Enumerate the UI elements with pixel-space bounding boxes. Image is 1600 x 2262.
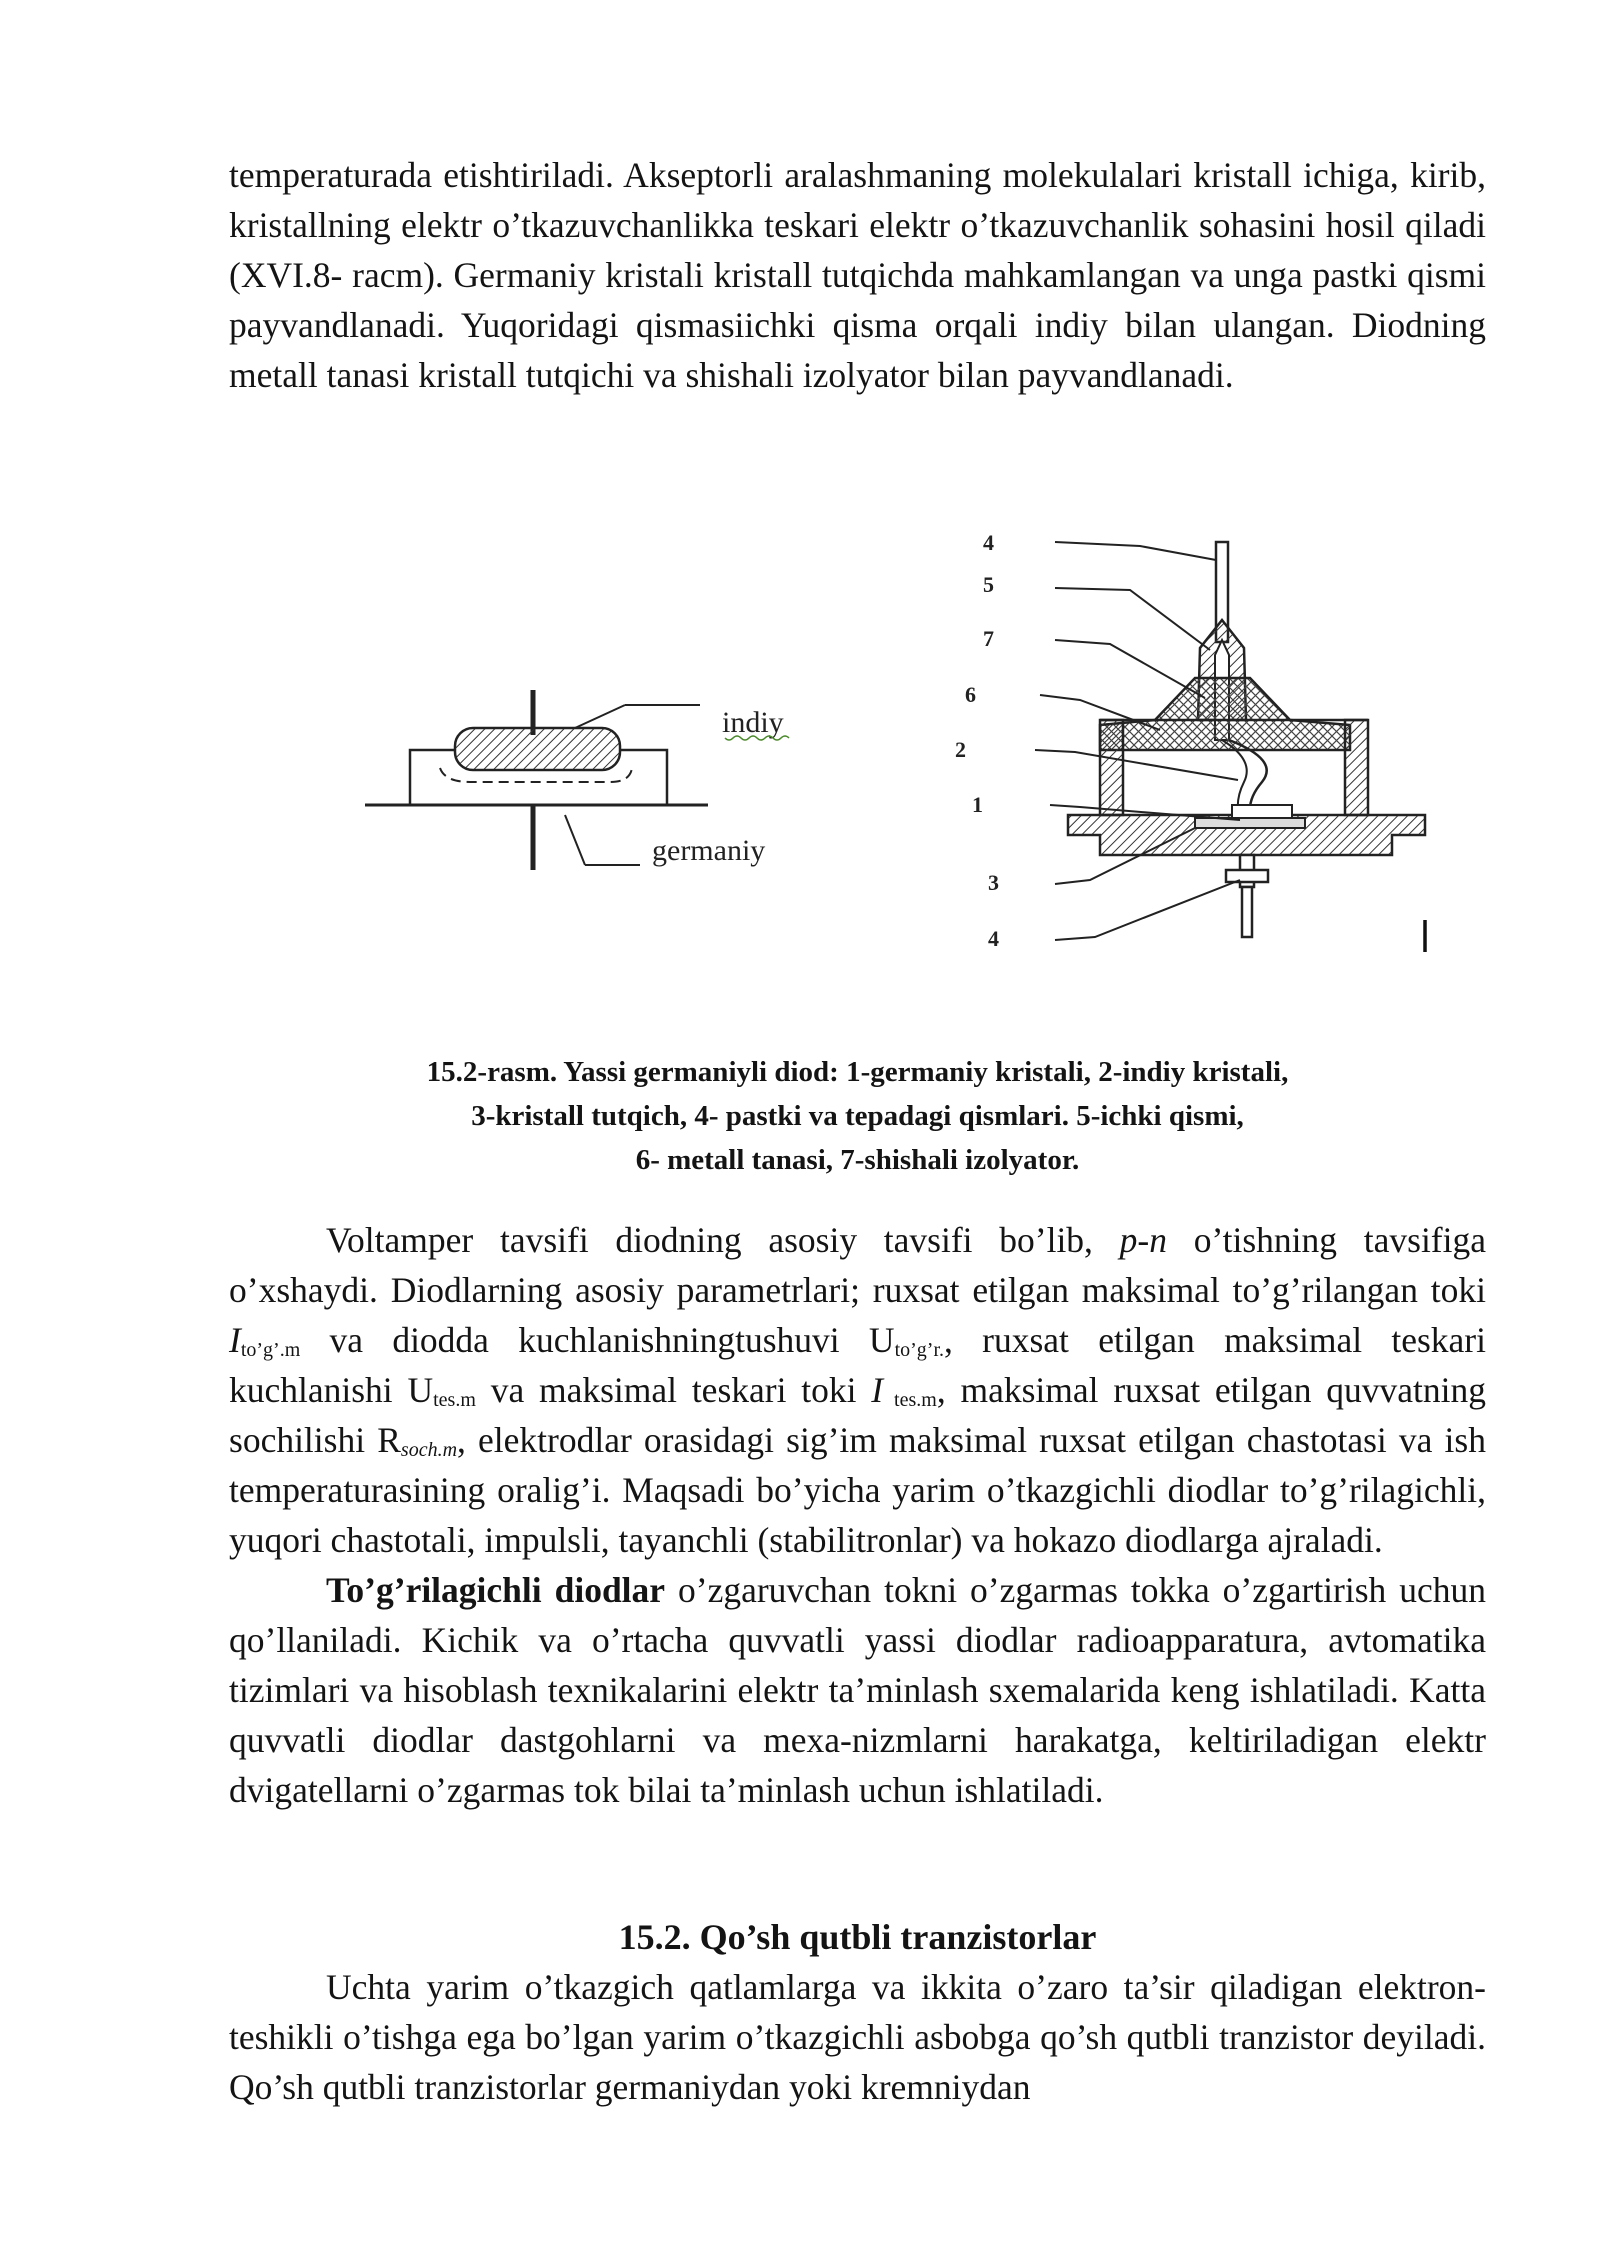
p2-text-6: , maksimal ruxsat etilgan quvvatning sochilishi R (229, 1370, 1487, 1460)
p2-text-5: va maksimal teskari toki (475, 1370, 872, 1410)
right-label-6: 6 (965, 682, 976, 707)
caption-line-2: 3-kristall tutqich, 4- pastki va tepadagi qismlari. 5-ichki qismi, (471, 1100, 1244, 1132)
label-indiy: indiy (722, 706, 784, 739)
p2-sub-2: to’g’r. (894, 1339, 945, 1361)
p2-sub-1: to’g’.m (240, 1339, 301, 1361)
right-label-2: 2 (955, 737, 966, 762)
section-heading: 15.2. Qo’sh qutbli tranzistorlar (618, 1917, 1097, 1957)
paragraph-2 (229, 1215, 1486, 1565)
caption-line-3: 6- metall tanasi, 7-shishali izolyator. (635, 1144, 1080, 1176)
p2-text-1: Voltamper tavsifi diodning asosiy tavsifi bo’lib, (326, 1220, 1120, 1260)
p3-text: o’zgaruvchan tokni o’zgarmas tokka o’zgartirish uchun qo’llaniladi. Kichik va o’rtacha quvvatli yassi diodlar radioapparatura, avtomatika tizimlari va hisoblash texnikalarini elektr ta’minlash sxemalarida keng ishlatiladi. Katta quvvatli diodlar dastgohlarni va mexa-nizmlarni harakatga, keltiriladigan elektr dvigatellarni o’zgarmas tok bilai ta’minlash uchun ishlatiladi. (229, 1570, 1487, 1810)
paragraph-4: Uchta yarim o’tkazgich qatlamlarga va ikkita o’zaro ta’sir qiladigan elektron-teshikli o’tishga ega bo’lgan yarim o’tkazgichli asbobga qo’sh qutbli tranzistor deyiladi. Qo’sh qutbli tranzistorlar germaniydan yoki kremniydan (229, 1967, 1486, 2107)
paragraph-3 (229, 1565, 1486, 1815)
label-germaniy: germaniy (652, 834, 766, 867)
p2-sub-5: soch.m (400, 1439, 458, 1461)
paragraph-1: temperaturada etishtiriladi. Akseptorli aralashmaning molekulalari kristall ichiga, kirib, kristallning elektr o’tkazuvchanlikka teskari elektr o’tkazuvchanlik sohasini hosil qiladi (XVI.8- racm). Germaniy kristali kristall tutqichda mahkamlangan va unga pastki qismi payvandlanadi. Yuqoridagi qismasiichki qisma orqali indiy bilan ulangan. Diodning metall tanasi kristall tutqichi va shishali izolyator bilan payvandlanadi. (229, 155, 1486, 395)
right-label-3: 3 (988, 870, 999, 895)
left-diode-sketch (365, 690, 789, 870)
right-label-4-bottom: 4 (988, 926, 999, 951)
p2-sub-3: tes.m (433, 1389, 476, 1411)
right-diode-cross-section (955, 530, 1425, 952)
p2-pn: p-n (1119, 1220, 1167, 1260)
right-label-4-top: 4 (983, 530, 994, 555)
p2-text-2: o’tishning tavsifiga o’xshaydi. Diodlarning asosiy parametrlari; ruxsat etilgan maksimal to’g’rilangan toki (229, 1220, 1486, 1310)
p2-sub-4: tes.m (883, 1389, 937, 1411)
p2-text-4: , ruxsat etilgan maksimal teskari kuchlanishi U (229, 1320, 1486, 1410)
right-label-7: 7 (983, 626, 994, 651)
right-label-5: 5 (983, 572, 994, 597)
body-section-3 (229, 1962, 1486, 2112)
p3-term: To’g’rilagichli diodlar (326, 1570, 666, 1610)
figure-caption (229, 1050, 1486, 1182)
p2-I2: I (871, 1370, 884, 1410)
p2-text-7: , elektrodlar orasidagi sig’im maksimal ruxsat etilgan chastotasi va ish temperaturasining oralig’i. Maqsadi bo’yicha yarim o’tkazgichli diodlar to’g’rilagichli, yuqori chastotali, impulsli, tayanchli (stabilitronlar) va hokazo diodlarga ajraladi. (229, 1420, 1486, 1560)
body-section-2 (229, 1215, 1486, 1815)
figure-germanium-diode (0, 520, 1600, 1000)
caption-line-1: 15.2-rasm. Yassi germaniyli diod: 1-germaniy kristali, 2-indiy kristali, (426, 1056, 1289, 1088)
p2-text-3: va diodda kuchlanishningtushuvi U (300, 1320, 895, 1360)
right-label-1: 1 (972, 792, 983, 817)
p2-I1: I (229, 1320, 241, 1360)
figure-drawing (0, 520, 1600, 1000)
